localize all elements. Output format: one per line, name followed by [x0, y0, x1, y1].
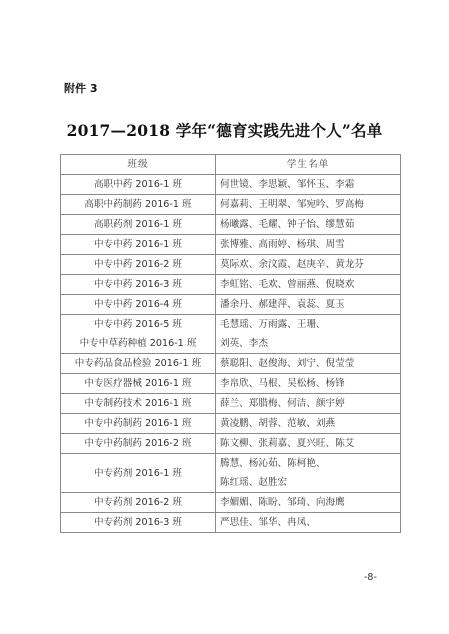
student-names: 腾慧、杨沁茹、陈柯艳、 [220, 458, 326, 469]
class-name: 中专中药制药 2016-1 班 [84, 418, 192, 429]
class-cell [61, 235, 216, 255]
class-name: 中专中药 2016-5 班 [93, 319, 183, 330]
student-names-cell [216, 434, 401, 454]
student-names-cell [216, 374, 401, 394]
page-number: -8- [364, 572, 377, 583]
class-cell [61, 493, 216, 513]
table-row [61, 434, 401, 454]
table-row [61, 414, 401, 434]
student-names-cell [216, 295, 401, 315]
class-cell [61, 275, 216, 295]
table-row [61, 374, 401, 394]
table-row [61, 215, 401, 235]
class-name: 高职中药制药 2016-1 班 [84, 199, 192, 210]
student-names-cell [216, 235, 401, 255]
class-name: 中专药剂 2016-2 班 [93, 497, 183, 508]
table-row [61, 315, 401, 354]
class-name: 中专药剂 2016-1 班 [93, 467, 183, 479]
class-name: 中专中药 2016-1 班 [93, 239, 183, 250]
student-names: 李虹铭、毛欢、曾丽燕、倪晓欢 [220, 279, 355, 290]
table-row [61, 255, 401, 275]
student-names: 陈红瑶、赵胜宏 [220, 477, 288, 488]
class-cell [61, 414, 216, 434]
attachment-label: 附件 3 [64, 82, 98, 95]
student-names-cell [216, 354, 401, 374]
table-row [61, 354, 401, 374]
table-row [61, 235, 401, 255]
table-row [61, 493, 401, 513]
class-name: 中专中草药种植 2016-1 班 [79, 338, 197, 349]
class-cell [61, 315, 216, 354]
class-name: 高职药剂 2016-1 班 [93, 219, 183, 230]
class-name: 高职中药 2016-1 班 [93, 179, 183, 190]
class-name: 中专药品食品检验 2016-1 班 [74, 358, 202, 369]
student-names: 蔡聪阳、赵俊海、刘宁、倪莹莹 [220, 358, 355, 369]
table-row [61, 275, 401, 295]
class-cell [61, 175, 216, 195]
student-names: 何世镜、李思颖、邹怀玉、李霜 [220, 179, 355, 190]
student-names: 张博雅、高雨婷、杨琪、周雪 [220, 239, 345, 250]
column-header-class: 班级 [61, 155, 216, 175]
student-names-cell [216, 513, 401, 533]
student-names: 严思佳、邹华、冉凤、 [220, 517, 316, 528]
column-header-students: 学生名单 [216, 155, 401, 175]
class-name: 中专中药 2016-2 班 [93, 259, 183, 270]
student-names: 薛兰、郑腊梅、何洁、颜宇婷 [220, 398, 345, 409]
student-names-cell [216, 315, 401, 354]
class-cell [61, 255, 216, 275]
student-names: 潘余丹、郝建萍、袁蕊、夏玉 [220, 299, 345, 310]
class-name: 中专制药技术 2016-1 班 [84, 398, 192, 409]
class-cell [61, 394, 216, 414]
class-cell [61, 354, 216, 374]
class-cell [61, 434, 216, 454]
student-names: 黄凌鹏、胡蓉、范敏、刘燕 [220, 418, 336, 429]
student-names-cell [216, 175, 401, 195]
table-header-row [61, 155, 401, 175]
student-names: 毛慧瑶、万雨露、王珊、 [220, 319, 326, 330]
class-name: 中专中药 2016-4 班 [93, 299, 183, 310]
table-row [61, 195, 401, 215]
student-names-cell [216, 454, 401, 493]
class-cell [61, 195, 216, 215]
student-names-cell [216, 215, 401, 235]
class-name: 中专医疗器械 2016-1 班 [84, 378, 192, 389]
class-cell [61, 295, 216, 315]
student-names-cell [216, 195, 401, 215]
class-name: 中专中药制药 2016-2 班 [84, 438, 192, 449]
student-names-cell [216, 414, 401, 434]
student-names-cell [216, 493, 401, 513]
table-body [61, 175, 401, 533]
student-names-cell [216, 275, 401, 295]
page-title: 2017—2018 学年“德育实践先进个人”名单 [66, 121, 383, 140]
student-names: 杨曦露、毛耀、钟子怡、缪慧茹 [220, 219, 355, 230]
student-names: 莫际欢、余汶霞、赵庚辛、黄龙芬 [220, 259, 364, 270]
student-names-cell [216, 255, 401, 275]
class-name: 中专中药 2016-3 班 [93, 279, 183, 290]
table-row [61, 454, 401, 493]
class-cell [61, 454, 216, 493]
class-name: 中专药剂 2016-3 班 [93, 517, 183, 528]
student-names: 李媚媚、陈盼、邹琦、向海鹰 [220, 497, 345, 508]
table-row [61, 394, 401, 414]
class-cell [61, 374, 216, 394]
honor-list-table [60, 154, 401, 533]
class-cell [61, 513, 216, 533]
student-names: 陈文柳、张莉嘉、夏兴旺、陈艾 [220, 438, 355, 449]
table-row [61, 175, 401, 195]
table-row [61, 513, 401, 533]
student-names: 刘英、李杰 [220, 338, 268, 349]
student-names: 何嘉莉、王明翠、邹宛吟、罗高梅 [220, 199, 364, 210]
class-cell [61, 215, 216, 235]
student-names: 李帛欣、马根、吴松杨、杨锋 [220, 378, 345, 389]
table-row [61, 295, 401, 315]
student-names-cell [216, 394, 401, 414]
